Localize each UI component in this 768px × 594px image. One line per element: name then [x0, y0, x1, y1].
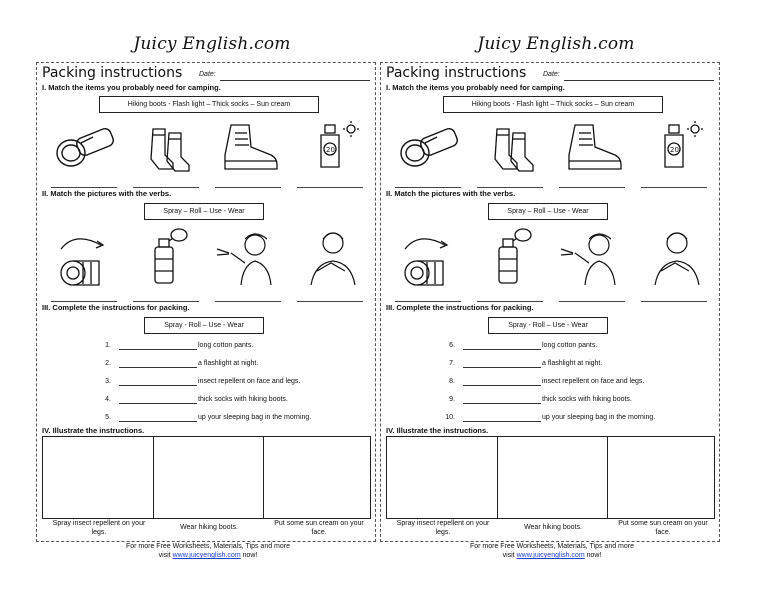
answer-line — [51, 187, 117, 188]
socks-icon — [489, 125, 539, 175]
answer-line — [559, 187, 625, 188]
caption: Wear hiking boots. — [180, 524, 238, 531]
answer-line — [477, 301, 543, 302]
svg-text:20: 20 — [670, 146, 679, 154]
answer-line — [395, 187, 461, 188]
caption: Put some sun cream on your face. — [274, 520, 364, 536]
section-2-word-box: Spray – Roll – Use - Wear — [144, 203, 264, 220]
hiking-boot-icon — [563, 121, 625, 173]
section-1-word-box: Hiking boots - Flash light – Thick socks – Sun cream — [99, 96, 319, 113]
caption: Put some sun cream on your face. — [618, 520, 708, 536]
answer-line — [215, 301, 281, 302]
date-label: Date: — [543, 71, 560, 78]
answer-line — [297, 187, 363, 188]
date-line — [220, 80, 370, 81]
footer-now: now! — [242, 552, 258, 559]
answer-line — [477, 187, 543, 188]
answer-line — [395, 301, 461, 302]
answer-line — [51, 301, 117, 302]
worksheet-left: Packing instructions Date: I. Match the items you probably need for camping. Hiking boots - Flash light – Thick socks – Sun cream 20 II. Match the pictures with the verbs. Spray – Roll – Use - Wear III. Complete the instructions for packing. Spray - Roll – Use - Wear 1. long cotton pants. 2. a flashlight at night. 3. insect repellent on face and legs. 4. thick socks with hiking boots. 5. up your sleeping bag in the morning. IV. Illustrate the instructions. Spray insect repellent on your legs. Wear hiking boots. Put some sun cream on your face. — [36, 62, 376, 542]
footer-text: For more Free Worksheets, Materials, Tips and more — [125, 543, 291, 550]
section-3-word-box: Spray - Roll – Use - Wear — [144, 317, 264, 334]
brand-left: Juicy English.com — [133, 34, 291, 54]
section-3-word-box: Spray - Roll – Use - Wear — [488, 317, 608, 334]
answer-line — [215, 187, 281, 188]
socks-icon — [145, 125, 195, 175]
fill-blank — [119, 385, 197, 386]
person-applying-cream-icon — [647, 227, 707, 289]
footer-left — [36, 542, 380, 560]
answer-line — [559, 301, 625, 302]
worksheet-title: Packing instructions — [386, 65, 527, 81]
person-spraying-icon — [215, 227, 281, 289]
fill-blank — [463, 403, 541, 404]
section-2-heading: II. Match the pictures with the verbs. — [386, 189, 516, 198]
caption: Spray insect repellent on your legs. — [52, 520, 146, 536]
caption: Wear hiking boots. — [524, 524, 582, 531]
section-2-heading: II. Match the pictures with the verbs. — [42, 189, 172, 198]
section-3-heading: III. Complete the instructions for packing. — [386, 303, 534, 312]
footer-visit: visit — [158, 552, 171, 559]
illustration-box — [387, 437, 498, 518]
section-1-heading: I. Match the items you probably need for camping. — [42, 83, 221, 92]
fill-blank — [463, 367, 541, 368]
spray-can-icon — [487, 225, 535, 287]
section-4-heading: IV. Illustrate the instructions. — [386, 426, 489, 435]
worksheet-title: Packing instructions — [42, 65, 183, 81]
illustration-box — [43, 437, 154, 518]
sun-cream-icon — [659, 121, 705, 173]
footer-link[interactable]: www.juicyenglish.com — [516, 552, 585, 559]
answer-line — [641, 301, 707, 302]
answer-line — [641, 187, 707, 188]
footer-text: For more Free Worksheets, Materials, Tips and more — [469, 543, 635, 550]
section-3-heading: III. Complete the instructions for packing. — [42, 303, 190, 312]
footer-right — [380, 542, 724, 560]
rolled-sleeping-bag-icon — [399, 231, 461, 289]
svg-text:20: 20 — [326, 146, 335, 154]
illustration-grid — [42, 436, 371, 519]
fill-blank — [463, 349, 541, 350]
date-line — [564, 80, 714, 81]
footer-visit: visit — [502, 552, 515, 559]
flashlight-icon — [53, 123, 123, 173]
fill-blank — [119, 349, 197, 350]
caption: Spray insect repellent on your legs. — [396, 520, 490, 536]
section-2-word-box: Spray – Roll – Use - Wear — [488, 203, 608, 220]
date-label: Date: — [199, 71, 216, 78]
rolled-sleeping-bag-icon — [55, 231, 117, 289]
worksheet-right: Packing instructions Date: I. Match the items you probably need for camping. Hiking boots - Flash light – Thick socks – Sun cream 20 II. Match the pictures with the verbs. Spray – Roll – Use - Wear III. Complete the instructions for packing. Spray - Roll – Use - Wear 6. long cotton pants. 7. a flashlight at night. 8. insect repellent on face and legs. 9. thick socks with hiking boots. 10. up your sleeping bag in the morning. IV. Illustrate the instructions. Spray insect repellent on your legs. Wear hiking boots. Put some sun cream on your face. — [380, 62, 720, 542]
footer-now: now! — [586, 552, 602, 559]
sun-cream-icon — [315, 121, 361, 173]
illustration-box — [153, 437, 264, 518]
fill-blank — [463, 385, 541, 386]
spray-can-icon — [143, 225, 191, 287]
illustration-box — [497, 437, 608, 518]
answer-line — [133, 301, 199, 302]
brand-right: Juicy English.com — [477, 34, 635, 54]
fill-blank — [119, 367, 197, 368]
answer-line — [133, 187, 199, 188]
fill-blank — [119, 403, 197, 404]
illustration-grid — [386, 436, 715, 519]
flashlight-icon — [397, 123, 467, 173]
fill-blank — [119, 421, 197, 422]
section-4-heading: IV. Illustrate the instructions. — [42, 426, 145, 435]
person-spraying-icon — [559, 227, 625, 289]
footer-link[interactable]: www.juicyenglish.com — [172, 552, 241, 559]
answer-line — [297, 301, 363, 302]
fill-blank — [463, 421, 541, 422]
section-1-heading: I. Match the items you probably need for camping. — [386, 83, 565, 92]
person-applying-cream-icon — [303, 227, 363, 289]
hiking-boot-icon — [219, 121, 281, 173]
section-1-word-box: Hiking boots - Flash light – Thick socks – Sun cream — [443, 96, 663, 113]
